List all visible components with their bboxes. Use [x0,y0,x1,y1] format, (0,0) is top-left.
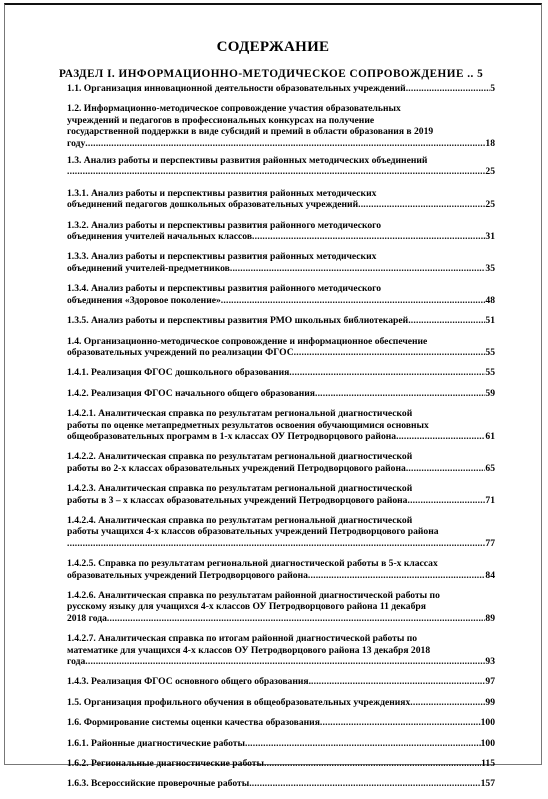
toc-entry[interactable] [67,103,495,149]
toc-entry-text: работы в 3 – х классах образовательных учреждений Петродворцового района [67,494,408,506]
toc-entry-line: 1.4.2.5. Справка по результатам региональной диагностической работы в 5-х классах [67,558,438,570]
toc-entry[interactable] [67,388,495,399]
toc-page-number: 89 [485,612,495,624]
toc-page-number: 59 [485,387,495,399]
toc-entry-line: русскому языку для учащихся 4-х классов ОУ Петродворцового района 11 декабря [67,601,426,613]
toc-entry[interactable] [67,778,495,789]
toc-entry-text: объединений учителей-предметников [67,262,230,274]
toc-entry-line: 1.3.1. Анализ работы и перспективы развития районных методических [67,187,377,199]
toc-entry-line: учреждений и педагогов в профессиональных конкурсах на получение [67,114,375,126]
toc-entry-text: 2018 года [67,612,107,624]
toc-entry-line: работы по оценке метапредметных результатов освоения обучающимися основных [67,419,429,431]
toc-entry-text: объединений педагогов дошкольных образовательных учреждений [67,199,359,211]
dot-leader [264,758,481,769]
toc-entry-line: государственной поддержки в виде субсидий и премий в области образования в 2019 [67,126,434,138]
dot-leader [308,570,486,581]
toc-page-number: 18 [485,137,495,149]
dot-leader [67,166,485,177]
toc-entry-line: 1.4. Организационно-методическое сопровождение и информационное обеспечение [67,335,428,347]
toc-entry-text: 1.4.2. Реализация ФГОС начального общего образования [67,387,315,399]
toc-entry-line: 1.2. Информационно-методическое сопровождение участия образовательных [67,103,401,115]
toc-entry-text: 1.5. Организация профильного обучения в общеобразовательных учреждениях [67,696,411,708]
toc-entry[interactable] [67,451,495,474]
toc-entry[interactable] [67,558,495,581]
toc-entry[interactable] [67,738,495,749]
dot-leader [311,676,485,687]
toc-entry[interactable] [67,758,495,769]
dot-leader [221,295,486,306]
table-of-contents [67,83,495,799]
toc-entry[interactable] [67,408,495,442]
toc-entry-line: 1.3. Анализ работы и перспективы развития районных методических объединений [67,155,428,167]
dot-leader [396,431,485,442]
toc-entry[interactable] [67,633,495,667]
toc-entry-line: 1.4.2.7. Аналитическая справка по итогам районной диагностической работы по [67,633,418,645]
toc-entry-text: 1.6.2. Региональные диагностические работы [67,758,264,770]
toc-page-number: 100 [480,737,495,749]
document-page [4,3,542,790]
toc-page-number: 55 [485,367,495,379]
toc-page-number: 99 [485,696,495,708]
toc-page-number: 5 [490,83,495,94]
toc-entry-text: года [67,656,86,668]
toc-entry[interactable] [67,717,495,728]
toc-entry[interactable] [67,188,495,211]
toc-entry[interactable] [67,676,495,687]
toc-entry[interactable] [67,336,495,359]
toc-entry-line: математике для учащихся 4-х классов ОУ Петродворцового района 13 декабря 2018 [67,644,431,656]
toc-entry-line: работы учащихся 4-х классов образовательных учреждений Петродворцового района [67,526,439,538]
dot-leader [406,83,491,94]
dot-leader [107,613,486,624]
toc-entry[interactable] [67,251,495,274]
dot-leader [408,315,485,326]
toc-page-number: 115 [481,758,495,770]
toc-page-number: 84 [485,569,495,581]
toc-page-number: 25 [485,166,495,178]
dot-leader [320,717,481,728]
dot-leader [85,656,485,667]
toc-page-number: 48 [485,294,495,306]
toc-entry[interactable] [67,590,495,624]
toc-entry-text: 1.1. Организация инновационной деятельности образовательных учреждений [67,83,406,94]
toc-entry[interactable] [67,283,495,306]
toc-entry-text: объединения учителей начальных классов [67,231,253,243]
toc-page-number: 65 [485,462,495,474]
toc-entry[interactable] [67,315,495,326]
toc-page-number: 93 [485,656,495,668]
dot-leader [358,199,485,210]
dot-leader [85,138,485,149]
page-title: СОДЕРЖАНИЕ [216,39,330,55]
toc-entry-text: 1.6.1. Районные диагностические работы [67,737,245,749]
toc-page-number: 100 [480,717,495,729]
toc-entry-line: 1.4.2.1. Аналитическая справка по результатам региональной диагностической [67,408,413,420]
dot-leader [289,367,485,378]
toc-entry[interactable] [67,367,495,378]
toc-entry[interactable] [67,515,495,549]
toc-entry-line: 1.4.2.2. Аналитическая справка по результатам региональной диагностической [67,451,413,463]
toc-page-number: 97 [485,676,495,688]
toc-page-number: 77 [485,537,495,549]
toc-page-number: 35 [485,262,495,274]
toc-entry[interactable] [67,483,495,506]
toc-entry-line: 1.4.2.6. Аналитическая справка по результатам районной диагностической работы по [67,590,440,601]
dot-leader [294,347,486,358]
toc-entry-text: общеобразовательных программ в 1-х классах ОУ Петродворцового района [67,430,397,442]
toc-page-number: 51 [485,315,495,327]
dot-leader [252,231,485,242]
toc-entry-line: 1.3.4. Анализ работы и перспективы развития районного методического [67,283,382,295]
dot-leader [315,388,485,399]
toc-entry[interactable] [67,697,495,708]
toc-page-number: 157 [480,778,495,790]
section-heading[interactable]: РАЗДЕЛ I. ИНФОРМАЦИОННО-МЕТОДИЧЕСКОЕ СОПРОВОЖДЕНИЕ .. 5 [59,68,484,80]
toc-page-number: 61 [485,430,495,442]
toc-entry[interactable] [67,220,495,243]
toc-entry-text: образовательных учреждений по реализации ФГОС [67,346,294,358]
toc-page-number: 31 [485,231,495,243]
dot-leader [410,697,485,708]
toc-entry-line: 1.4.2.4. Аналитическая справка по результатам региональной диагностической [67,514,413,526]
toc-entry-line: 1.3.3. Анализ работы и перспективы развития районных методических [67,251,377,263]
dot-leader [230,263,486,274]
toc-entry-text: работы во 2-х классах образовательных учреждений Петродворцового района [67,462,406,474]
dot-leader [249,778,480,789]
toc-entry-text: 1.6.3. Всероссийские проверочные работы [67,778,250,790]
toc-entry-text: объединения «Здоровое поколение» [67,294,221,306]
dot-leader [406,463,486,474]
toc-page-number: 55 [485,346,495,358]
toc-entry-line: 1.4.2.3. Аналитическая справка по результатам региональной диагностической [67,483,413,495]
toc-page-number: 71 [485,494,495,506]
dot-leader [245,738,481,749]
toc-entry-text: 1.4.1. Реализация ФГОС дошкольного образования [67,367,290,379]
toc-entry-text: образовательных учреждений Петродворцового района [67,569,308,581]
toc-entry[interactable] [67,155,495,178]
dot-leader [67,538,485,549]
toc-entry-text: 1.6. Формирование системы оценки качества образования [67,717,320,729]
toc-entry-line: 1.3.2. Анализ работы и перспективы развития районного методического [67,219,382,231]
toc-entry-text: 1.4.3. Реализация ФГОС основного общего образования. [67,676,312,688]
toc-entry-text: 1.3.5. Анализ работы и перспективы развития РМО школьных библиотекарей [67,315,409,327]
toc-entry-text: году [67,137,86,149]
dot-leader [407,495,485,506]
toc-page-number: 25 [485,199,495,211]
toc-entry[interactable] [67,83,495,94]
